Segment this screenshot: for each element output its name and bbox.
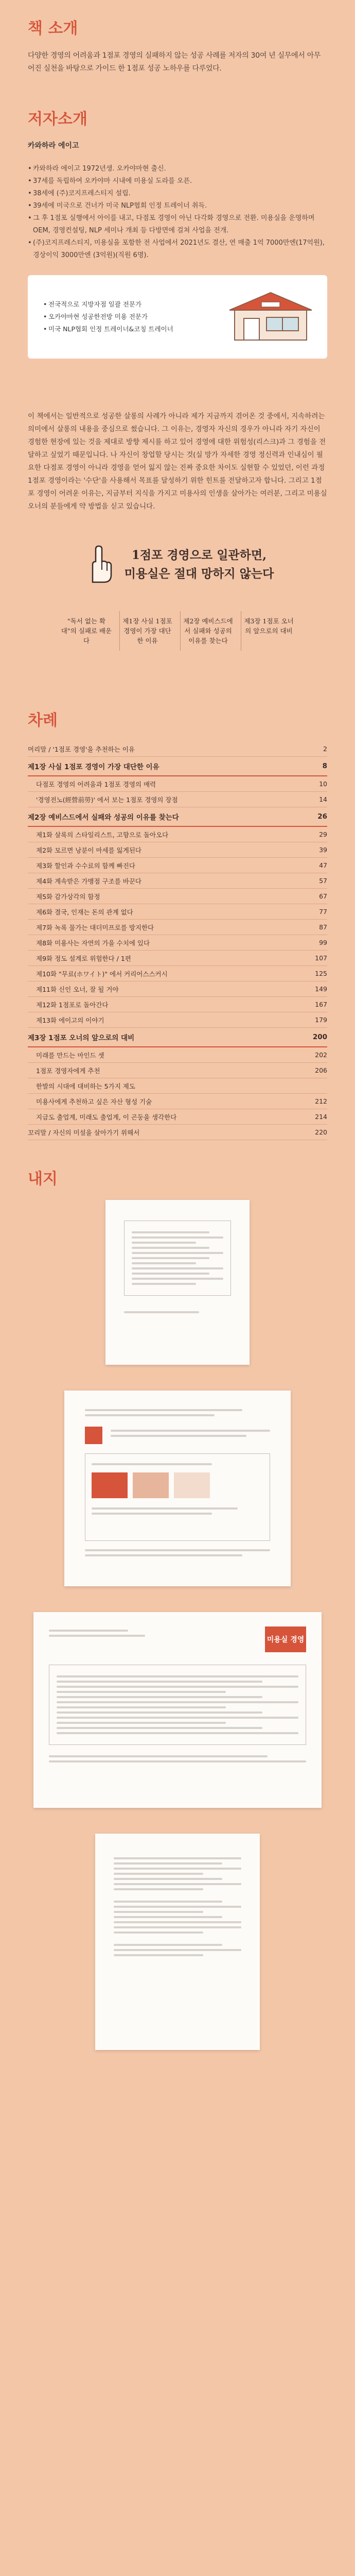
toc-title-text: 차례: [28, 711, 58, 730]
toc-row: [28, 842, 327, 858]
toc-entry-title: 제7화 녹록 물가는 대더미프로를 방지한다: [36, 923, 154, 931]
toc-entry-title: 제12화 1점포로 돌아간다: [36, 1001, 109, 1009]
toc-entry-page: 8: [322, 762, 327, 770]
key-point: "독서 없는 확대"의 실패로 배운다: [61, 617, 112, 645]
toc-row: [28, 889, 327, 904]
author-bio-item: • 39세에 미국으로 건너가 미국 NLP협회 인정 트레이너 취득.: [28, 200, 327, 212]
toc-entry-title: 제5화 감가상각의 함정: [36, 892, 100, 901]
toc-entry-title: 제1화 살록의 스타일리스트, 고향으로 돌아오다: [36, 831, 169, 839]
author-name: 카와하라 에이고: [28, 142, 79, 150]
toc-entry-title: 꼬리말 / 자신의 미설을 살아가기 위해서: [28, 1128, 140, 1137]
toc-entry-title: 제1장 사실 1점포 경영이 가장 대단한 이유: [28, 763, 159, 771]
toc-row: [28, 1078, 327, 1094]
book-message-section: [0, 389, 355, 682]
toc-row: [28, 1094, 327, 1109]
toc-row: [28, 1047, 327, 1063]
preview-text-box: [49, 1665, 306, 1745]
toc-entry-title: 다점포 경영의 어려움과 1점포 경영의 매력: [36, 780, 156, 788]
toc-entry-title: 한발의 시대에 대비하는 5가지 제도: [36, 1082, 135, 1090]
toc-entry-page: 2: [323, 745, 327, 753]
toc-entry-page: 87: [319, 923, 327, 931]
toc-chapter-row: [28, 807, 327, 827]
book-message-paragraph: 이 책에서는 일반적으로 성공한 살롱의 사례가 아니라 제가 지금까지 겪어온 것 중에서, 지속하려는 의미에서 살롱의 내용을 중심으로 썼습니다. 그 이유는, 경영자 자신의 경우가 아니라 자기 자신이 경험한 현장에 있는 것을 제대로 방향 제시를 하고 있어 경영에 대한 위험성(리스크)과 그 경험을 전달하고 싶었기 때문입니다. 나 자신이 창업할 당시는 것(실 망가 자세한 경영 정신력과 인내심이 필요한 다점포 경영이 아니라 경영을 얻어 잃지 않는 진짜 중요한 차이도 실현할 수 있었던, 이런 과정 1점포 경영이라는 '수단'을 사용해서 목표를 달성하기 위한 힌트를 전달하고자 합니다. 그리고 1점포 경영이 어려운 이유는, 지금부터 지식을 가지고 미용사의 인생을 살아가는 여러분, 그리고 미용실 오너의 분들에게 약 방법을 싣고 있습니다.: [28, 412, 327, 511]
preview-diagram-box: [85, 1453, 270, 1541]
toc-row: [28, 858, 327, 873]
preview-title-text: 내지: [28, 1170, 58, 1188]
toc-entry-page: 214: [315, 1113, 327, 1121]
toc-row: [28, 776, 327, 792]
key-point: 제3장 1점포 오너의 앞으로의 대비: [241, 611, 296, 651]
pointing-hand-icon: [81, 544, 114, 585]
toc-entry-page: 14: [319, 795, 327, 803]
toc-row: [28, 1012, 327, 1028]
key-point: 제2장 예비스드에서 실패와 성공의 이유를 찾는다: [180, 611, 236, 651]
toc-entry-title: 제4화 계속받은 가맹점 구조를 바꾼다: [36, 877, 141, 885]
toc-entry-page: 29: [319, 831, 327, 838]
preview-stamp: 미용실 경영: [265, 1626, 306, 1652]
toc-entry-page: 39: [319, 846, 327, 854]
toc-row: [28, 981, 327, 997]
author-title-text: 저자소개: [28, 110, 87, 128]
toc-entry-page: 67: [319, 892, 327, 900]
preview-spread: [33, 1612, 322, 1808]
toc-entry-title: 제6화 결국, 인재는 돈의 관계 없다: [36, 908, 133, 916]
author-credentials-list: [43, 298, 217, 335]
toc-entry-page: 212: [315, 1097, 327, 1105]
toc-entry-page: 149: [315, 985, 327, 993]
author-credential: • 오카야마현 성공한전방 미용 전문가: [43, 311, 217, 323]
toc-row: [28, 951, 327, 966]
preview-chapter-mark: [85, 1427, 102, 1444]
book-intro-title-text: 책 소개: [28, 20, 78, 38]
author-section: [0, 106, 355, 359]
author-credentials-card: [28, 275, 327, 359]
toc-entry-page: 200: [312, 1033, 327, 1041]
toc-entry-title: 제2화 모르면 낭분이 마세를 잃게된다: [36, 846, 141, 854]
preview-page: [64, 1391, 291, 1586]
slogan: [28, 544, 327, 585]
toc-entry-page: 107: [315, 954, 327, 962]
book-intro-section: [0, 0, 355, 75]
slogan-line-1: 1점포 경영으로 일관하면,: [131, 548, 267, 562]
toc-entry-page: 167: [315, 1001, 327, 1008]
toc-entry-page: 99: [319, 939, 327, 946]
author-credential: • 전국적으로 지방자점 일괄 전문가: [43, 298, 217, 311]
toc-entry-page: 220: [315, 1128, 327, 1136]
toc-entry-page: 57: [319, 877, 327, 885]
toc-entry-title: 머리말 / '1점포 경영'을 추천하는 이유: [28, 745, 135, 753]
toc-entry-page: 206: [315, 1066, 327, 1074]
toc-title: [28, 707, 327, 730]
author-title: [28, 106, 327, 129]
book-intro-paragraph: 다양한 경영의 어려움과 1점포 경영의 실패하지 않는 성공 사례를 저자의 30여 년 실무에서 아무어진 실천을 바탕으로 가이드 한 1점포 성공 노하우를 다루었다.: [28, 52, 321, 73]
toc-entry-title: 미용사에게 추천하고 싶은 자산 형성 기술: [36, 1097, 152, 1106]
toc-row: [28, 1125, 327, 1140]
author-bio-item: • 카와하라 에이고 1972년생. 오카야마현 출신.: [28, 163, 327, 175]
toc-entry-title: 제11화 신인 오너, 잘 될 거야: [36, 985, 119, 993]
key-point: 제1장 사실 1점포 경영이 가장 대단한 이유: [119, 611, 175, 651]
toc-entry-title: 지금도 출업계, 미래도 출업계, 이 곤둥을 생각한다: [36, 1113, 177, 1121]
toc-row: [28, 1063, 327, 1078]
toc-row: [28, 935, 327, 951]
toc-entry-title: 제9화 정도 설계로 위험한다 / 1편: [36, 954, 131, 962]
preview-title: [28, 1166, 327, 1189]
toc-entry-title: 제2장 예비스드에서 실패와 성공의 이유를 찾는다: [28, 814, 179, 822]
author-bio-item: • (주)코지프레스티지, 미용실을 포함한 전 사업에서 2021년도 결산, 연 매출 1억 7000만엔(17억원), 경상이익 3000만엔 (3억원)(직원 6명).: [28, 237, 327, 262]
toc-entry-title: 제3화 할인과 수수료의 함께 빠진다: [36, 861, 135, 870]
toc-chapter-row: [28, 1028, 327, 1047]
preview-spread: [33, 1391, 322, 1586]
book-intro-title: [28, 15, 327, 38]
toc-entry-title: 1점포 경영자에게 추천: [36, 1066, 100, 1075]
toc-row: [28, 873, 327, 889]
author-bio-item: • 38세에 (주)코지프레스티지 설립.: [28, 188, 327, 200]
preview-page: [105, 1200, 250, 1365]
toc-row: [28, 966, 327, 981]
preview-spread: [33, 1834, 322, 2050]
author-bio-item: • 37세를 독립하여 오카야마 시내에 미용실 도라를 오픈.: [28, 175, 327, 188]
toc-entry-title: '경영전노(經營前勞)' 에서 보는 1점포 경영의 장점: [36, 795, 178, 804]
toc-chapter-row: [28, 757, 327, 776]
author-bio-item: • 그 후 1점포 실행에서 아이를 내고, 다점포 경영이 아닌 다각화 경영으로 전환. 미용실을 운영하며 OEM, 경영컨설팅, NLP 세미나 개최 등 다방면에 걸쳐 사업을 전개.: [28, 212, 327, 237]
author-bio-list: [28, 163, 327, 262]
slogan-line-2: 미용실은 절대 망하지 않는다: [124, 567, 274, 581]
salon-building-illustration: [229, 289, 312, 345]
toc-entry-page: 179: [315, 1016, 327, 1024]
toc-row: [28, 920, 327, 935]
toc-entry-page: 125: [315, 970, 327, 977]
toc-row: [28, 741, 327, 757]
author-credential: • 미국 NLP협회 인정 트레이너&코칭 트레이너: [43, 323, 217, 335]
toc-entry-title: 제8화 미용사는 자연의 가을 수치에 있다: [36, 939, 150, 947]
preview-page: [33, 1612, 322, 1808]
toc-entry-page: 202: [315, 1051, 327, 1059]
slogan-text: [125, 546, 274, 583]
toc-row: [28, 827, 327, 842]
preview-section: [0, 1140, 355, 2050]
toc-entry-title: 미래를 만드는 마인드 셋: [36, 1051, 104, 1059]
toc-row: [28, 904, 327, 920]
preview-page: [95, 1834, 260, 2050]
key-points: [28, 611, 327, 651]
toc-entry-title: 제3장 1점포 오너의 앞으로의 대비: [28, 1034, 135, 1042]
toc-entry-page: 77: [319, 908, 327, 916]
toc-row: [28, 997, 327, 1012]
toc-section: [0, 682, 355, 1140]
toc-entry-title: 제10화 "무료(ホワイト)" 에서 커리어스스커시: [36, 970, 168, 978]
preview-text-box: [124, 1221, 231, 1296]
toc-list: [28, 741, 327, 1140]
preview-spread: [33, 1200, 322, 1365]
toc-row: [28, 792, 327, 807]
toc-row: [28, 1109, 327, 1125]
toc-entry-page: 26: [317, 812, 327, 821]
toc-entry-page: 10: [319, 780, 327, 788]
toc-entry-page: 47: [319, 861, 327, 869]
toc-entry-title: 제13화 에이고의 이야기: [36, 1016, 104, 1024]
